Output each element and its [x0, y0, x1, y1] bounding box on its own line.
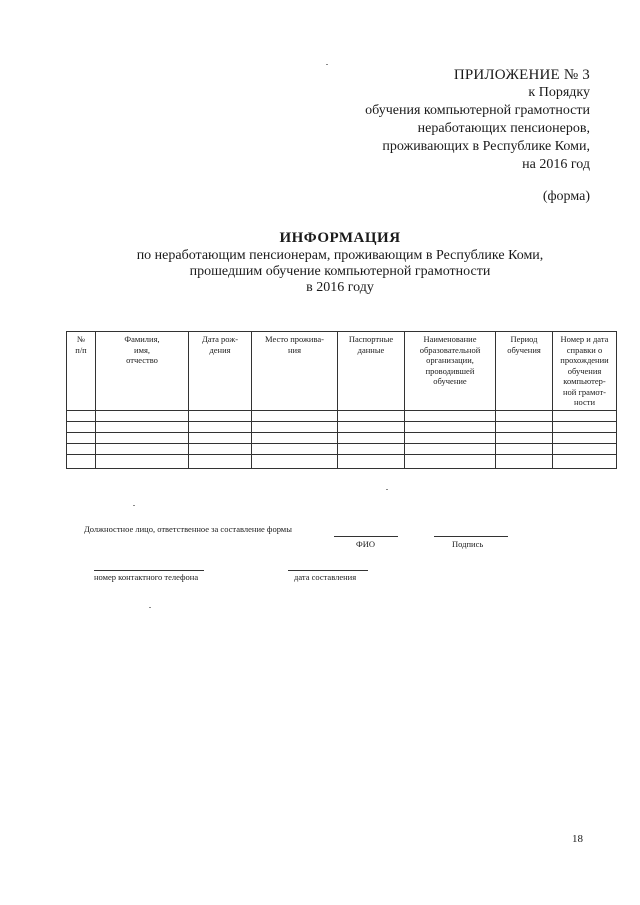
column-header-residence: Место прожива- ния [252, 332, 338, 411]
appendix-line: проживающих в Республике Коми, [382, 139, 590, 154]
table-row [67, 422, 617, 433]
form-label: (форма) [542, 189, 590, 204]
column-header-passport: Паспортные данные [338, 332, 405, 411]
appendix-line: к Порядку [528, 85, 590, 100]
subtitle-line: прошедшим обучение компьютерной грамотности [189, 264, 491, 279]
column-header-birth-date: Дата рож- дения [189, 332, 252, 411]
fio-line [334, 536, 398, 537]
title-block [60, 230, 620, 296]
appendix-title: ПРИЛОЖЕНИЕ № 3 [453, 67, 590, 83]
table-row [67, 444, 617, 455]
table-row [67, 433, 617, 444]
table-row [67, 455, 617, 469]
table-header-row [67, 332, 617, 411]
column-header-full-name: Фамилия, имя, отчество [96, 332, 189, 411]
phone-caption: номер контактного телефона [94, 572, 199, 582]
scan-speck [386, 489, 388, 490]
column-header-organization: Наименование образовательной организации, проводившей обучение [405, 332, 496, 411]
page-number: 18 [572, 833, 583, 845]
column-header-certificate: Номер и дата справки о прохождении обучения компьютер- ной грамот- ности [553, 332, 617, 411]
subtitle-line: в 2016 году [306, 280, 374, 295]
subtitle-line: по неработающим пенсионерам, проживающим в Республике Коми, [136, 248, 544, 263]
appendix-header [365, 66, 590, 174]
table-row [67, 411, 617, 422]
signature-caption: Подпись [452, 539, 484, 549]
scan-speck [133, 505, 135, 506]
appendix-line: обучения компьютерной грамотности [365, 103, 590, 118]
fio-caption: ФИО [356, 539, 375, 549]
appendix-line: на 2016 год [522, 157, 590, 172]
scan-speck [149, 607, 151, 608]
document-title: ИНФОРМАЦИЯ [279, 230, 401, 246]
official-label: Должностное лицо, ответственное за составление формы [84, 524, 292, 534]
appendix-line: неработающих пенсионеров, [417, 121, 590, 136]
scan-speck [326, 64, 328, 65]
date-caption: дата составления [294, 572, 357, 582]
phone-line [94, 570, 204, 571]
signature-line [434, 536, 508, 537]
date-line [288, 570, 368, 571]
column-header-number: № п/п [67, 332, 96, 411]
info-table [66, 331, 617, 469]
column-header-period: Период обучения [496, 332, 553, 411]
